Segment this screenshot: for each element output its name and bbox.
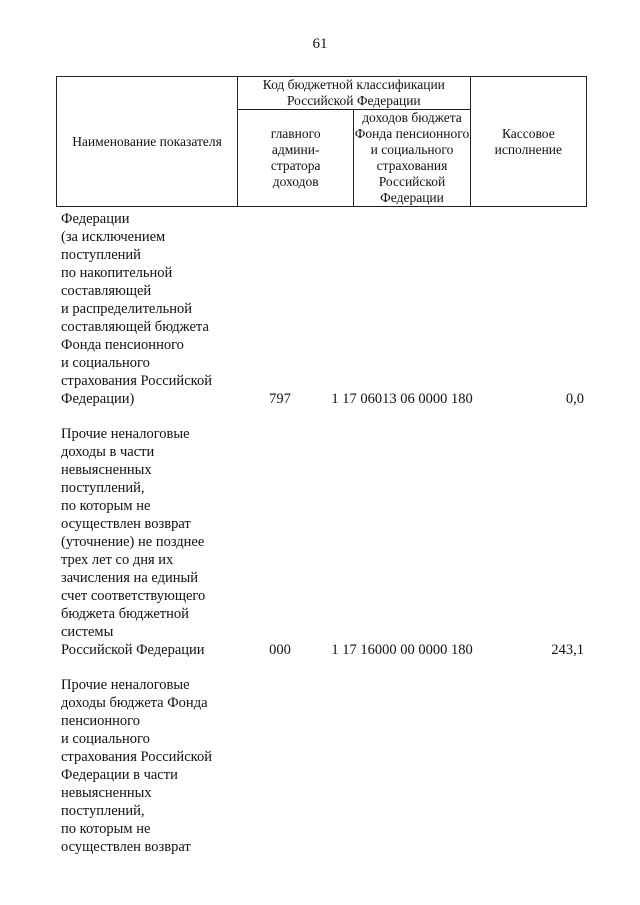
row-name-line: Прочие неналоговые (61, 677, 190, 693)
row-name-line: счет соответствующего (61, 588, 206, 604)
header-admin-line: стратора (270, 158, 321, 173)
row-name-line: и социального (61, 355, 150, 371)
header-execution-line: Кассовое (501, 125, 555, 141)
row-name-line: Федерации (61, 211, 130, 227)
row-name-line: страхования Российской (61, 749, 212, 765)
row-budget-code: 1 17 16000 00 0000 180 (331, 642, 473, 658)
header-income-line: страхования (376, 158, 448, 173)
header-income-column (354, 110, 470, 207)
header-code-group (238, 77, 471, 110)
header-income-line: Российской Федерации (378, 174, 446, 205)
header-admin-column (238, 110, 354, 207)
table-row (0, 425, 640, 659)
row-name (61, 676, 246, 856)
row-name (61, 210, 246, 408)
header-income-line: доходов бюджета (362, 110, 462, 125)
row-name-line: невыясненных (61, 785, 152, 801)
row-name-line: Фонда пенсионного (61, 337, 184, 353)
table-row (0, 210, 640, 408)
row-name-line: по которым не (61, 821, 151, 837)
row-name-line: доходы в части (61, 444, 155, 460)
row-budget-code: 1 17 06013 06 0000 180 (331, 391, 473, 407)
row-name-line: доходы бюджета Фонда (61, 695, 208, 711)
row-name-line: поступлений (61, 247, 141, 263)
table-row (0, 676, 640, 856)
row-admin-code: 797 (269, 391, 291, 407)
header-admin-line: главного (270, 126, 321, 141)
row-name-line: бюджета бюджетной (61, 606, 189, 622)
row-admin-code: 000 (269, 642, 291, 658)
header-execution-line: исполнение (494, 141, 563, 157)
row-name-line: поступлений, (61, 803, 145, 819)
row-name-line: и социального (61, 731, 150, 747)
row-name-line: невыясненных (61, 462, 152, 478)
row-name-line: системы (61, 624, 114, 640)
row-name-line: Российской Федерации (61, 642, 205, 658)
row-execution-value: 243,1 (551, 642, 584, 658)
row-name-line: по которым не (61, 498, 151, 514)
row-name-line: (за исключением (61, 229, 166, 245)
row-name-line: поступлений, (61, 480, 145, 496)
header-code-group-line: Российской Федерации (286, 93, 421, 108)
row-name-line: по накопительной (61, 265, 173, 281)
row-name-line: (уточнение) не позднее (61, 534, 205, 550)
row-name-line: пенсионного (61, 713, 141, 729)
header-admin-line: доходов (272, 174, 319, 189)
row-name-line: зачисления на единый (61, 570, 199, 586)
table-header (56, 76, 587, 207)
header-code-group-line: Код бюджетной классификации (262, 77, 445, 92)
row-name-line: составляющей (61, 283, 152, 299)
row-name-line: осуществлен возврат (61, 516, 191, 532)
row-name-line: составляющей бюджета (61, 319, 209, 335)
row-execution-value: 0,0 (565, 391, 584, 407)
row-name-line: Прочие неналоговые (61, 426, 190, 442)
page-number: 61 (312, 36, 328, 52)
row-name-line: Федерации) (61, 391, 135, 407)
header-income-line: и социального (370, 142, 454, 157)
header-execution-column (470, 77, 586, 207)
header-income-line: Фонда пенсионного (354, 126, 470, 141)
table-body (0, 210, 640, 873)
row-name-line: страхования Российской (61, 373, 212, 389)
header-admin-line: админи- (271, 142, 320, 157)
row-name-line: Федерации в части (61, 767, 178, 783)
header-name-column: Наименование показателя (57, 77, 238, 207)
row-name-line: и распределительной (61, 301, 192, 317)
row-name-line: осуществлен возврат (61, 839, 191, 855)
row-name (61, 425, 246, 659)
row-name-line: трех лет со дня их (61, 552, 174, 568)
